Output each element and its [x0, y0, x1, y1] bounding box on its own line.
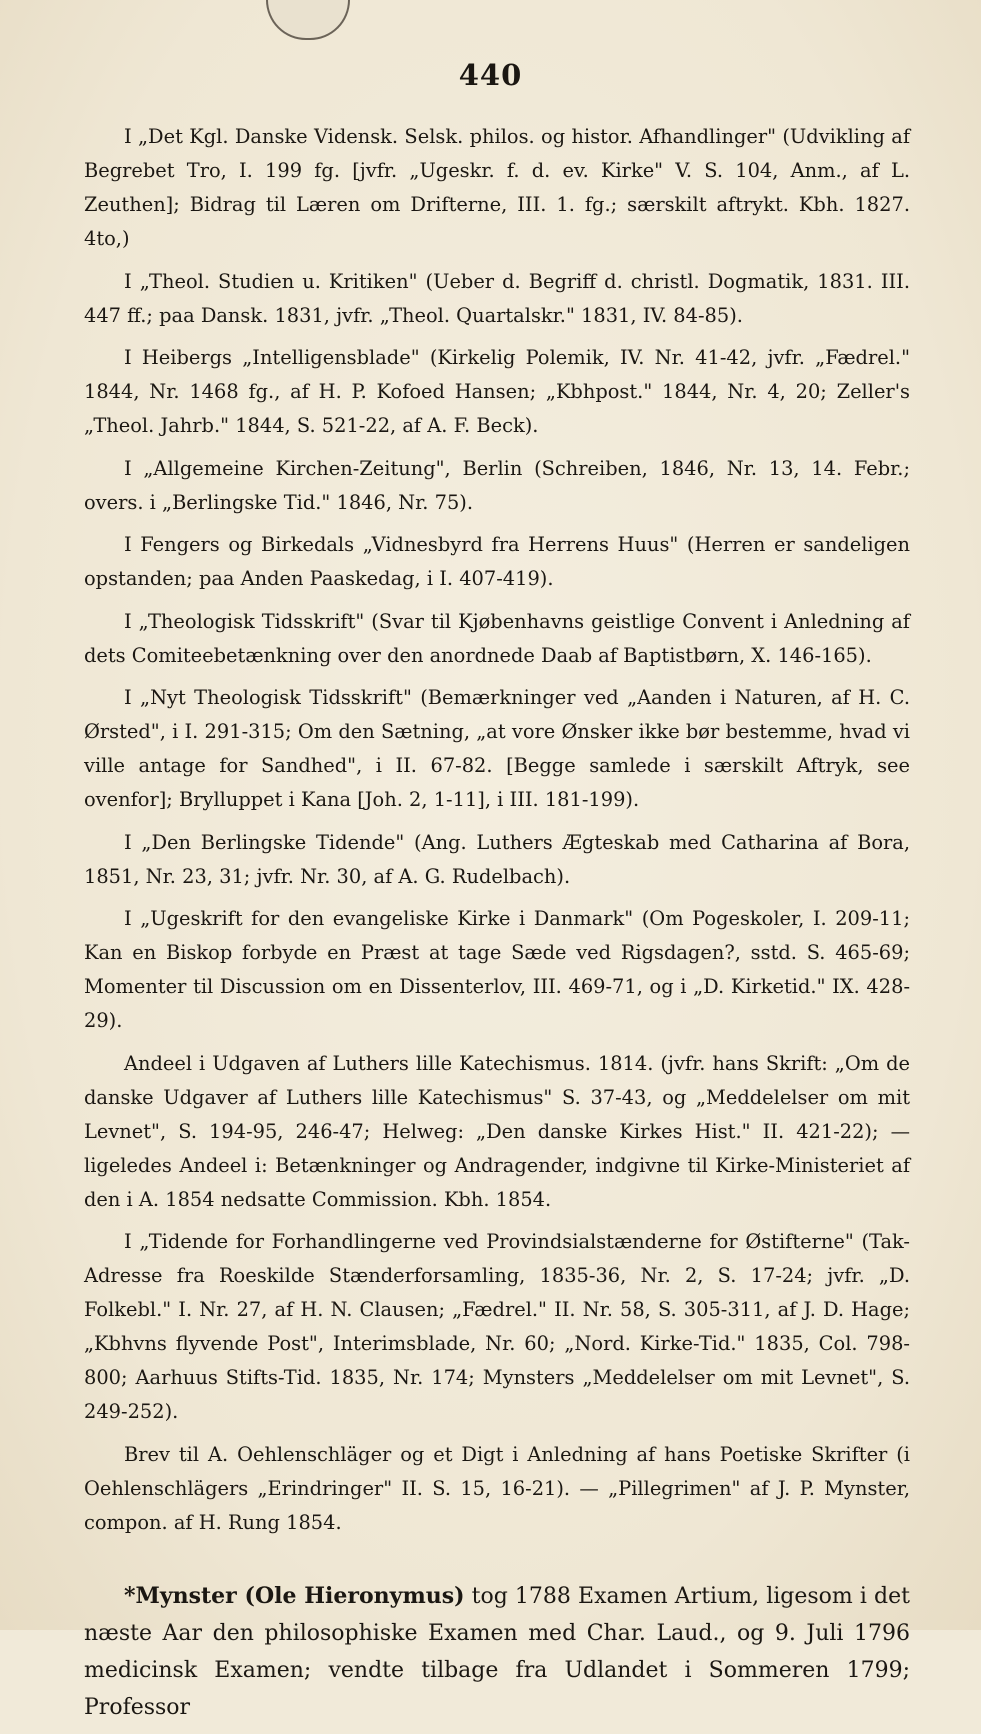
entry-paragraph: I „Det Kgl. Danske Vidensk. Selsk. philos. og histor. Afhandlinger" (Udvikling af Begrebet Tro, I. 199 fg. [jvfr. „Ugeskr. f. d. ev. Kirke" V. S. 104, Anm., af L. Zeuthen]; Bidrag til Læren om Drifterne, III. 1. fg.; særskilt aftrykt. Kbh. 1827. 4to,) [84, 125, 910, 250]
entry-paragraph: Brev til A. Oehlenschläger og et Digt i Anledning af hans Poetiske Skrifter (i Oehlenschlägers „Erindringer" II. S. 15, 16-21). — „Pillegrimen" af J. P. Mynster, compon. af H. Rung 1854. [84, 1442, 910, 1534]
entry-paragraph: I „Nyt Theologisk Tidsskrift" (Bemærkninger ved „Aanden i Naturen, af H. C. Ørsted", i I. 291-315; Om den Sætning, „at vore Ønsker ikke bør bestemme, hvad vi ville antage for Sandhed", i II. 67-82. [Begge samlede i særskilt Aftryk, see ovenfor]; Brylluppet i Kana [Joh. 2, 1-11], i III. 181-199). [84, 686, 910, 811]
entry-paragraph: I Fengers og Birkedals „Vidnesbyrd fra Herrens Huus" (Herren er sandeligen opstanden; paa Anden Paaskedag, i I. 407-419). [84, 533, 910, 590]
next-entry [84, 1578, 910, 1726]
entry-paragraph: I „Theol. Studien u. Kritiken" (Ueber d. Begriff d. christl. Dogmatik, 1831. III. 447 ff.; paa Dansk. 1831, jvfr. „Theol. Quartalskr." 1831, IV. 84-85). [84, 269, 910, 327]
next-entry-name: *Mynster (Ole Hieronymus) [124, 1582, 465, 1609]
entry-paragraph: I „Allgemeine Kirchen-Zeitung", Berlin (Schreiben, 1846, Nr. 13, 14. Febr.; overs. i „Berlingske Tid." 1846, Nr. 75). [84, 456, 910, 514]
entry-paragraph: I „Tidende for Forhandlingerne ved Provindsialstænderne for Østifterne" (Tak-Adresse fra Roeskilde Stænderforsamling, 1835-36, Nr. 2, S. 17-24; jvfr. „D. Folkebl." I. Nr. 27, af H. N. Clausen; „Fædrel." II. Nr. 58, S. 305-311, af J. D. Hage; „Kbhvns flyvende Post", Interimsblade, Nr. 60; „Nord. Kirke-Tid." 1835, Col. 798-800; Aarhuus Stifts-Tid. 1835, Nr. 174; Mynsters „Meddelelser om mit Levnet", S. 249-252). [84, 1230, 910, 1423]
entry-paragraph: I Heibergs „Intelligensblade" (Kirkelig Polemik, IV. Nr. 41-42, jvfr. „Fædrel." 1844, Nr. 1468 fg., af H. P. Kofoed Hansen; „Kbhpost." 1844, Nr. 4, 20; Zeller's „Theol. Jahrb." 1844, S. 521-22, af A. F. Beck). [84, 346, 910, 437]
entry-paragraph: I „Theologisk Tidsskrift" (Svar til Kjøbenhavns geistlige Convent i Anledning af dets Comiteebetænkning over den anordnede Daab af Baptistbørn, X. 146-165). [84, 609, 910, 667]
page-body [84, 120, 910, 1734]
next-entry-text: tog 1788 Examen Artium, ligesom i det næste Aar den philosophiske Examen med Char. Laud., og 9. Juli 1796 medicinsk Examen; vendte tilbage fra Udlandet i Sommeren 1799; Professor [84, 1583, 910, 1720]
page-thumb-cutout [266, 0, 350, 40]
entry-paragraph: I „Ugeskrift for den evangeliske Kirke i Danmark" (Om Pogeskoler, I. 209-11; Kan en Biskop forbyde en Præst at tage Sæde ved Rigsdagen?, sstd. S. 465-69; Momenter til Discussion om en Dissenterlov, III. 469-71, og i „D. Kirketid." IX. 428-29). [84, 907, 910, 1032]
page-number: 440 [458, 58, 523, 92]
entry-paragraph: I „Den Berlingske Tidende" (Ang. Luthers Ægteskab med Catharina af Bora, 1851, Nr. 23, 31; jvfr. Nr. 30, af A. G. Rudelbach). [84, 830, 910, 888]
entry-paragraph: Andeel i Udgaven af Luthers lille Katechismus. 1814. (jvfr. hans Skrift: „Om de danske Udgaver af Luthers lille Katechismus" S. 37-43, og „Meddelelser om mit Levnet", S. 194-95, 246-47; Helweg: „Den danske Kirkes Hist." II. 421-22); — ligeledes Andeel i: Betænkninger og Andragender, indgivne til Kirke-Ministeriet af den i A. 1854 nedsatte Commission. Kbh. 1854. [84, 1051, 910, 1211]
